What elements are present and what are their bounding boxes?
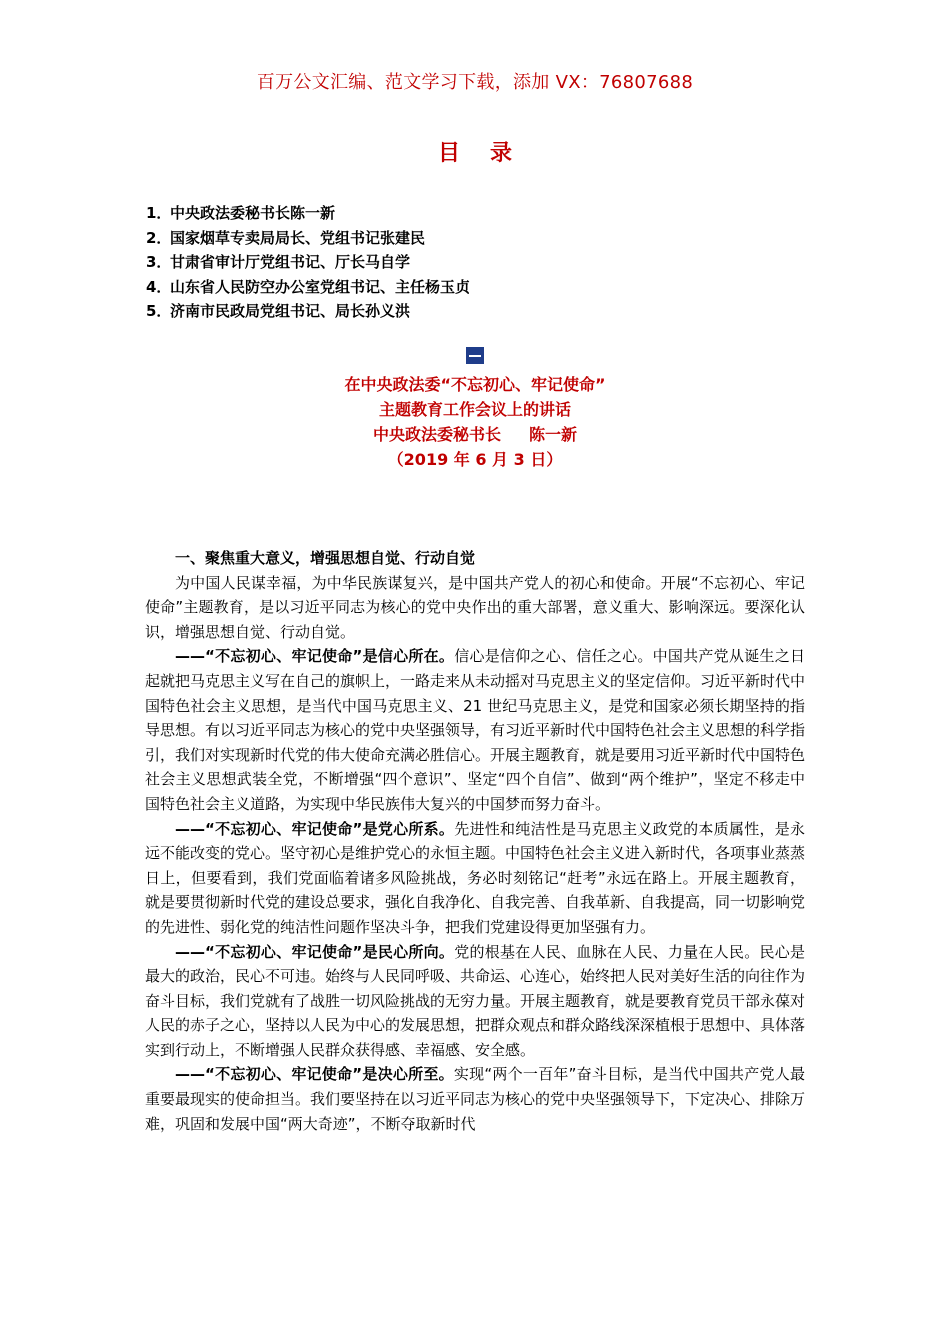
toc-item-text: 甘肃省审计厅党组书记、厅长马自学 [170,253,411,271]
toc-item [146,226,470,251]
toc-item-number: 5． [146,302,172,320]
toc-item-number: 4． [146,277,172,296]
speech-speaker [0,422,950,447]
toc-item-text: 国家烟草专卖局局长、党组书记张建民 [170,228,426,247]
paragraph-text: 先进性和纯洁性是马克思主义政党的本质属性，是永远不能改变的党心。坚守初心是维护党心的永恒主题。中国特色社会主义进入新时代，各项事业蒸蒸日上，但要看到，我们党面临着诸多风险挑战，务必时刻铭记“赶考”永远在路上。开展主题教育，就是要贯彻新时代党的建设总要求，强化自我净化、自我完善、自我革新、自我提高，同一切影响党的先进性、弱化党的纯洁性问题作坚决斗争，把我们党建设得更加坚强有力。 [145,819,806,936]
paragraph-text: 信心是信仰之心、信任之心。中国共产党从诞生之日起就把马克思主义写在自己的旗帜上，一路走来从未动摇对马克思主义的坚定信仰。习近平新时代中国特色社会主义思想，是当代中国马克思主义、21 世纪马克思主义，是党和国家必须长期坚持的指导思想。有以习近平同志为核心的党中央坚强领导，有习近平新时代中国特色社会主义思想的科学指引，我们对实现新时代党的伟大使命充满必胜信心。开展主题教育，就是要用习近平新时代中国特色社会主义思想武装全党，不断增强“四个意识”、坚定“四个自信”、做到“两个维护”，坚定不移走中国特色社会主义道路，为实现中华民族伟大复兴的中国梦而努力奋斗。 [145,647,806,813]
paragraph-lead: ——“不忘初心、牢记使命”是民心所向。 [175,942,455,961]
toc-item-text: 中央政法委秘书长陈一新 [170,204,336,222]
toc-item-number: 1． [146,204,172,222]
toc-item-number: 2． [146,228,172,247]
toc-item [146,250,470,275]
speech-heading [0,372,950,472]
section-marker-label [466,347,467,348]
speech-title-line1: 在中央政法委“不忘初心、牢记使命” [344,375,606,394]
toc-item-text: 济南市民政局党组书记、局长孙义洪 [170,302,411,320]
toc-item [146,275,470,300]
toc-item-number: 3． [146,253,172,271]
paragraph [145,644,805,816]
header-banner: 百万公文汇编、范文学习下载，添加 VX：76807688 [256,72,694,93]
section-heading: 一、聚焦重大意义，增强思想自觉、行动自觉 [175,549,476,567]
speech-date: （2019 年 6 月 3 日） [387,450,563,469]
toc-item [146,201,470,226]
paragraph-lead: ——“不忘初心、牢记使命”是决心所至。 [175,1065,454,1084]
paragraph-lead: ——“不忘初心、牢记使命”是党心所系。 [175,819,455,838]
speaker-title: 中央政法委秘书长 [372,425,501,444]
speech-body [145,546,805,1136]
toc-item-text: 山东省人民防空办公室党组书记、主任杨玉贞 [170,277,471,296]
paragraph [145,817,805,940]
paragraph [145,940,805,1063]
paragraph: 为中国人民谋幸福，为中华民族谋复兴，是中国共产党人的初心和使命。开展“不忘初心、牢记使命”主题教育，是以习近平同志为核心的党中央作出的重大部署，意义重大、影响深远。要深化认识，增强思想自觉、行动自觉。 [145,573,805,641]
section-marker-bar [469,355,481,357]
paragraph-lead: ——“不忘初心、牢记使命”是信心所在。 [175,647,455,666]
paragraph-text: 党的根基在人民、血脉在人民、力量在人民。民心是最大的政治，民心不可违。始终与人民同呼吸、共命运、心连心，始终把人民对美好生活的向往作为奋斗目标，我们党就有了战胜一切风险挑战的无穷力量。开展主题教育，就是要教育党员干部永葆对人民的赤子之心，坚持以人民为中心的发展思想，把群众观点和群众路线深深植根于思想中、具体落实到行动上，不断增强人民群众获得感、幸福感、安全感。 [145,942,806,1059]
speech-title-line2: 主题教育工作会议上的讲话 [378,400,571,419]
paragraph [145,1062,805,1136]
toc-list [146,201,470,324]
paragraph-text: 实现“两个一百年”奋斗目标，是当代中国共产党人最重要最现实的使命担当。我们要坚持在以习近平同志为核心的党中央坚强领导下，下定决心、排除万难，巩固和发展中国“两大奇迹”，不断夺取新时代 [145,1065,806,1133]
toc-item [146,299,470,324]
speaker-name: 陈一新 [529,425,578,444]
section-marker-icon [466,347,484,364]
toc-title: 目录 [437,141,542,166]
